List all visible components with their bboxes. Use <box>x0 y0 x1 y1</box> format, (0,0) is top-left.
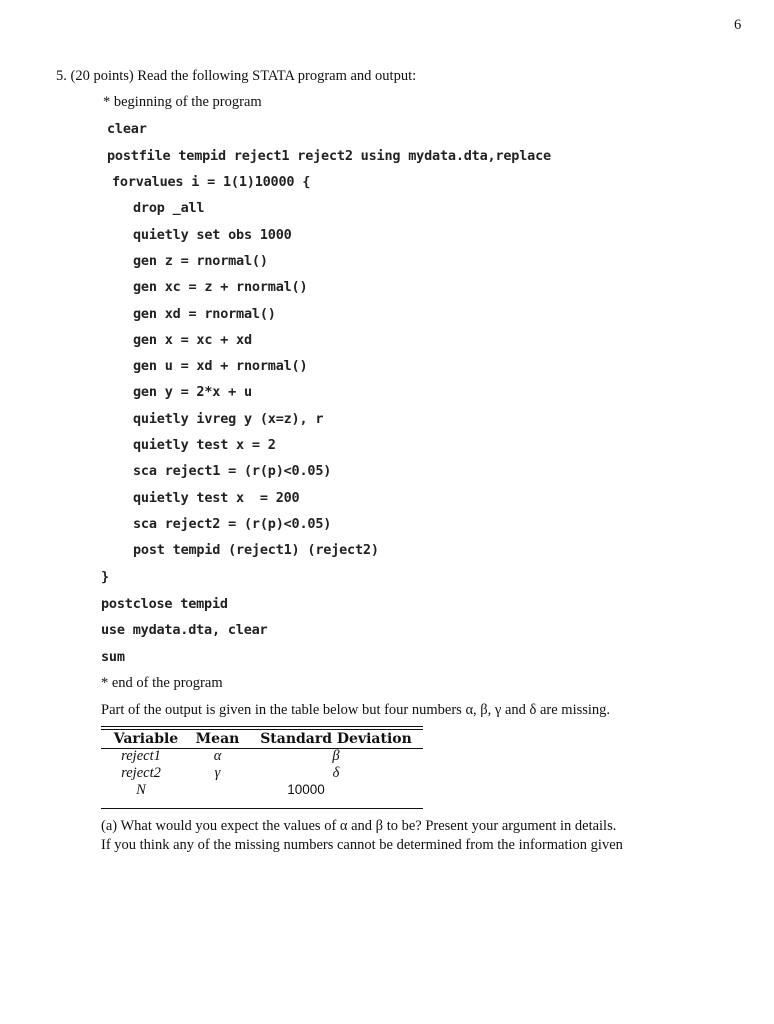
code-line: quietly set obs 1000 <box>133 227 292 243</box>
code-line: quietly ivreg y (x=z), r <box>133 411 324 427</box>
code-line: gen u = xd + rnormal() <box>133 358 308 374</box>
code-line: gen x = xc + xd <box>133 332 252 348</box>
header-sd: Standard Deviation <box>260 731 412 747</box>
n-value: 10000 <box>287 782 325 797</box>
comment-end: * end of the program <box>101 675 223 691</box>
code-line: drop _all <box>133 200 205 216</box>
code-line: clear <box>107 121 147 137</box>
table-bottom-rule <box>101 808 423 809</box>
code-line: gen z = rnormal() <box>133 253 268 269</box>
header-mean: Mean <box>195 731 240 747</box>
code-line: postclose tempid <box>101 596 228 612</box>
row-variable: reject1 <box>121 748 161 764</box>
code-line: sum <box>101 649 125 665</box>
row-mean: γ <box>214 765 221 781</box>
code-line: use mydata.dta, clear <box>101 622 268 638</box>
code-line: quietly test x = 2 <box>133 437 276 453</box>
page-number: 6 <box>734 17 742 33</box>
code-line: sca reject1 = (r(p)<0.05) <box>133 463 332 479</box>
code-line: forvalues i = 1(1)10000 { <box>112 174 311 190</box>
table-top-rule <box>101 726 423 727</box>
part-a-line-1: (a) What would you expect the values of α and β to be? Present your argument in details. <box>101 818 617 834</box>
table-intro: Part of the output is given in the table below but four numbers α, β, γ and δ are missing. <box>101 702 611 718</box>
code-line: gen xc = z + rnormal() <box>133 279 308 295</box>
n-label: N <box>136 782 146 798</box>
code-line: postfile tempid reject1 reject2 using mydata.dta,replace <box>107 148 551 164</box>
comment-begin: * beginning of the program <box>103 94 262 110</box>
part-a-line-2: If you think any of the missing numbers cannot be determined from the information given <box>101 837 623 853</box>
code-line: gen xd = rnormal() <box>133 306 276 322</box>
code-line: sca reject2 = (r(p)<0.05) <box>133 516 332 532</box>
question-heading: 5. (20 points) Read the following STATA program and output: <box>56 68 417 84</box>
code-line: gen y = 2*x + u <box>133 384 252 400</box>
row-variable: reject2 <box>121 765 161 781</box>
row-mean: α <box>213 748 222 764</box>
code-line: post tempid (reject1) (reject2) <box>133 542 379 558</box>
row-sd: δ <box>332 765 340 781</box>
row-sd: β <box>332 748 340 764</box>
code-line: quietly test x = 200 <box>133 490 300 506</box>
header-variable: Variable <box>113 731 179 747</box>
code-line: } <box>101 569 109 585</box>
